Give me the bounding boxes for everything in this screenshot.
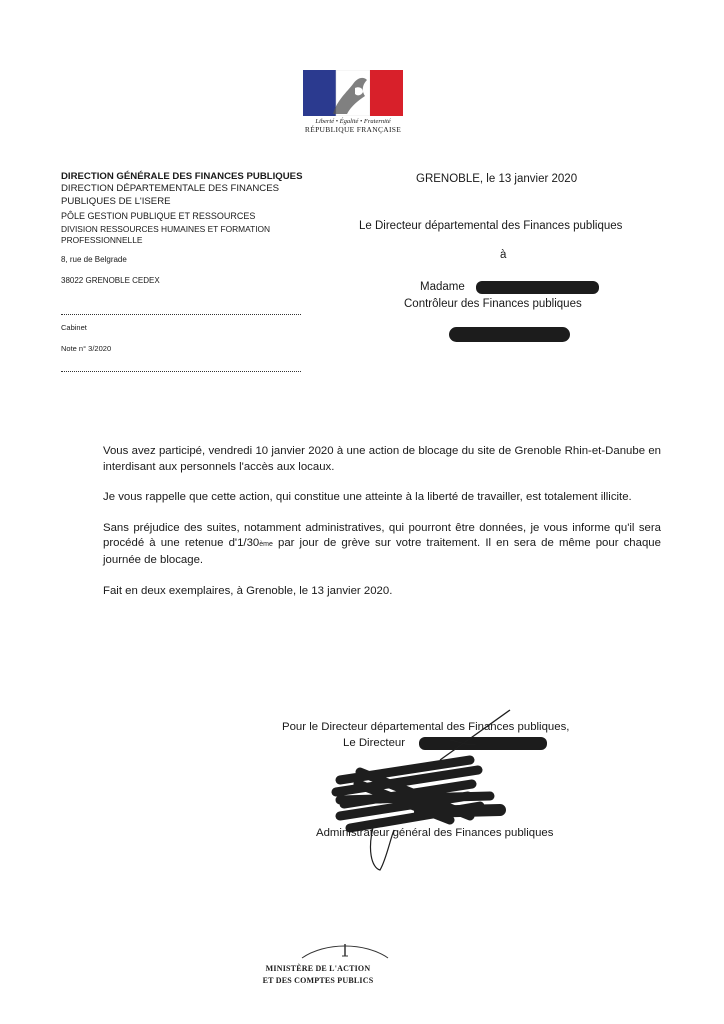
note-number: Note n° 3/2020 xyxy=(61,344,112,353)
sender-address: 8, rue de Belgrade xyxy=(61,255,127,264)
paragraph-text: Sans préjudice des suites, notamment administratives, qui pourront être données, je vous informe qu'il sera procédé à une retenue d'1/30 xyxy=(103,521,661,550)
paragraph-text: par jour de grève sur votre traitement. Il en sera de même pour chaque journée de blocage. xyxy=(103,537,661,566)
recipient-title: Madame xyxy=(420,281,465,293)
recipient-role: Contrôleur des Finances publiques xyxy=(404,298,582,310)
divider-dotted xyxy=(61,371,301,372)
signature-line2: Le Directeur xyxy=(343,737,406,749)
ministry-emblem-icon xyxy=(300,938,390,962)
divider-dotted xyxy=(61,314,301,315)
paragraph: Je vous rappelle que cette action, qui constitue une atteinte à la liberté de travailler, est totalement illicite. xyxy=(103,491,632,504)
letter-date: GRENOBLE, le 13 janvier 2020 xyxy=(416,173,578,185)
sender-block xyxy=(61,170,321,285)
redacted-name xyxy=(476,281,599,294)
paragraph: Fait en deux exemplaires, à Grenoble, le 13 janvier 2020. xyxy=(103,584,393,597)
signature-line1: Pour le Directeur départemental des Finances publiques, xyxy=(282,721,570,733)
ministry-line2: ET DES COMPTES PUBLICS xyxy=(262,976,374,985)
logo-motto: Liberté • Égalité • Fraternité xyxy=(315,118,391,125)
redacted-signature xyxy=(300,700,520,880)
redacted-address xyxy=(449,327,570,342)
ministry-footer xyxy=(258,963,378,987)
republique-francaise-logo xyxy=(302,70,404,134)
service-label: Cabinet xyxy=(61,323,87,332)
sender-line2: DIRECTION DÉPARTEMENTALE DES FINANCES PUBLIQUES DE L'ISERE xyxy=(61,183,280,207)
letter-body xyxy=(103,444,661,614)
letter-from: Le Directeur départemental des Finances publiques xyxy=(359,220,623,232)
ministry-line1: MINISTÈRE DE L'ACTION xyxy=(265,964,371,973)
paragraph xyxy=(103,521,661,569)
paragraph: Vous avez participé, vendredi 10 janvier 2020 à une action de blocage du site de Grenoble Rhin-et-Danube en interdisant aux personnels l'accès aux locaux. xyxy=(103,445,661,473)
marianne-flag-icon xyxy=(303,70,403,116)
logo-republic: RÉPUBLIQUE FRANÇAISE xyxy=(304,125,402,134)
letter-to-word: à xyxy=(500,249,507,261)
sender-line4: DIVISION RESSOURCES HUMAINES ET FORMATION PROFESSIONNELLE xyxy=(61,224,271,245)
sender-line3: PÔLE GESTION PUBLIQUE ET RESSOURCES xyxy=(61,211,256,221)
signature-line3: Administrateur général des Finances publiques xyxy=(316,827,554,839)
sender-city: 38022 GRENOBLE CEDEX xyxy=(61,276,160,285)
sender-line1: DIRECTION GÉNÉRALE DES FINANCES PUBLIQUES xyxy=(61,171,303,182)
superscript: ème xyxy=(259,541,273,549)
